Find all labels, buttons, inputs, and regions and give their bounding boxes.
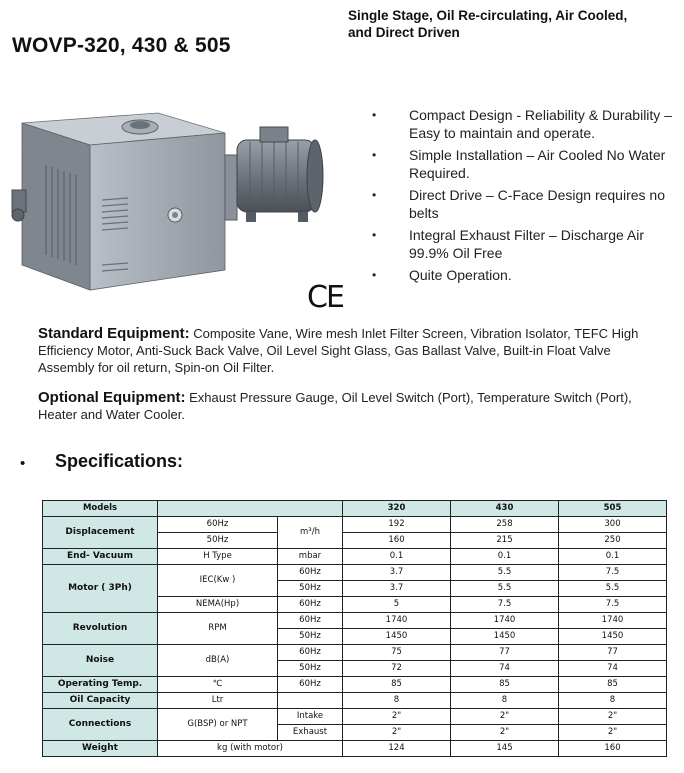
bullet-icon: • [372,188,377,202]
model-header: 505 [559,501,667,517]
displacement-unit: m³/h [278,517,343,549]
table-row: Exhaust 2" 2" 2" [43,725,667,741]
optional-equipment [38,389,658,423]
table-row: 50Hz 160 215 250 [43,533,667,549]
table-row: Connections G(BSP) or NPT Intake 2" 2" 2" [43,709,667,725]
bullet-icon: • [372,108,377,122]
table-row: Operating Temp. ℃ 60Hz 85 85 85 [43,677,667,693]
row-label-connections: Connections [43,709,158,741]
feature-item: • Simple Installation – Air Cooled No Water Required. [372,147,666,181]
row-label-oil-capacity: Oil Capacity [43,693,158,709]
row-label-motor: Motor ( 3Ph) [43,565,158,613]
model-header: 430 [451,501,559,517]
table-row: 50Hz 72 74 74 [43,661,667,677]
standard-equipment-label: Standard Equipment: [38,325,190,342]
standard-equipment [38,325,658,376]
table-row: Noise dB(A) 60Hz 75 77 77 [43,645,667,661]
row-label-displacement: Displacement [43,517,158,549]
row-label-revolution: Revolution [43,613,158,645]
specifications-heading: Specifications: [55,451,184,471]
table-row: NEMA(Hp) 60Hz 5 7.5 7.5 [43,597,667,613]
table-header-row [43,501,667,517]
row-label-operating-temp: Operating Temp. [43,677,158,693]
optional-equipment-label: Optional Equipment: [38,389,186,406]
bullet-icon: • [372,148,377,162]
table-row: 50Hz 1450 1450 1450 [43,629,667,645]
table-row: 50Hz 3.7 5.5 5.5 [43,581,667,597]
product-title: WOVP-320, 430 & 505 [12,34,231,57]
feature-list [372,106,672,288]
product-subtitle: Single Stage, Oil Re-circulating, Air Cooled, and Direct Driven [348,8,628,40]
optional-equipment-text: Exhaust Pressure Gauge, Oil Level Switch (Port), Temperature Switch (Port), Heater and Water Cooler. [38,390,632,422]
ce-mark-icon: CE [307,280,343,315]
feature-item: • Compact Design - Reliability & Durability – Easy to maintain and operate. [372,107,672,141]
row-label-end-vacuum: End- Vacuum [43,549,158,565]
feature-item: • Direct Drive – C-Face Design requires no belts [372,187,665,221]
standard-equipment-text: Composite Vane, Wire mesh Inlet Filter Screen, Vibration Isolator, TEFC High Efficiency Motor, Anti-Suck Back Valve, Oil Level Sight Glass, Gas Ballast Valve, Built-in Float Valve Assembly for oil return, Spin-on Oil Filter. [38,326,639,375]
table-row: Motor ( 3Ph) IEC(Kw ) 60Hz 3.7 5.5 7.5 [43,565,667,581]
bullet-icon: • [372,268,377,282]
feature-item: • Integral Exhaust Filter – Discharge Air 99.9% Oil Free [372,227,644,261]
table-row: End- Vacuum H Type mbar 0.1 0.1 0.1 [43,549,667,565]
row-label-weight: Weight [43,741,158,757]
bullet-icon: • [20,455,26,472]
models-label: Models [43,501,158,517]
row-label-noise: Noise [43,645,158,677]
model-header: 320 [343,501,451,517]
table-row: Displacement 60Hz m³/h 192 258 300 [43,517,667,533]
specifications-table [42,500,667,757]
table-row: Revolution RPM 60Hz 1740 1740 1740 [43,613,667,629]
feature-item: • Quite Operation. [372,267,512,283]
vacuum-pump-image [10,105,350,305]
table-row: Weight kg (with motor) 124 145 160 [43,741,667,757]
table-row: Oil Capacity Ltr 8 8 8 [43,693,667,709]
bullet-icon: • [372,228,377,242]
